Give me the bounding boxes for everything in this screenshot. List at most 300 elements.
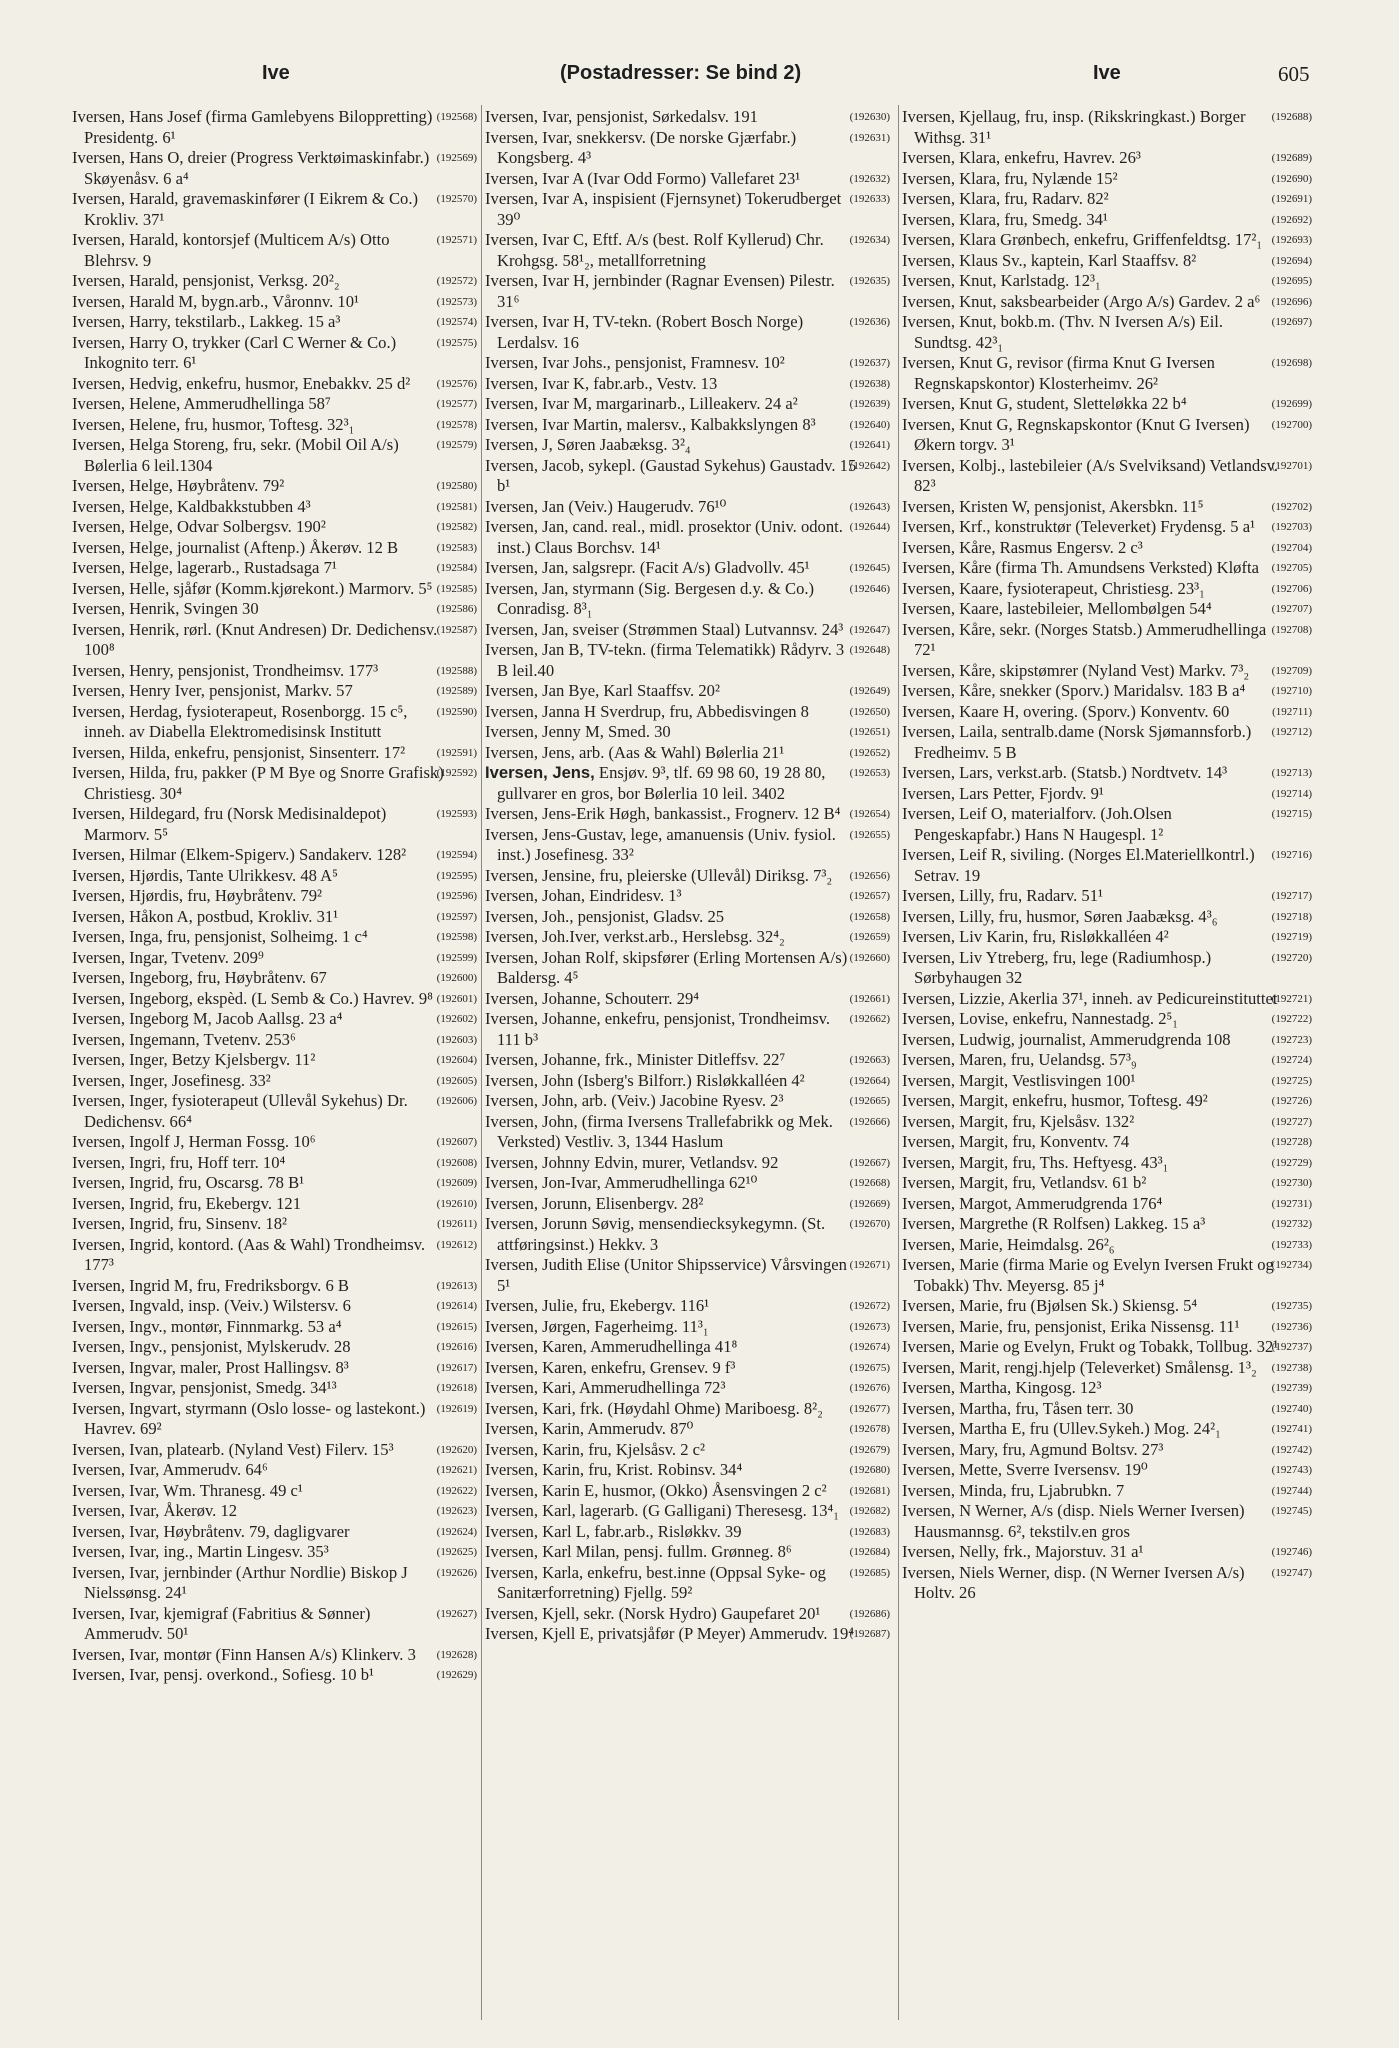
directory-entry [485, 1214, 890, 1255]
entry-number: (192623) [436, 1505, 477, 1517]
directory-entry [485, 1501, 890, 1522]
directory-entry [72, 927, 477, 948]
entry-number: (192571) [436, 234, 477, 246]
entry-number: (192706) [1271, 582, 1312, 595]
entry-number: (192629) [436, 1669, 477, 1681]
entry-text: Iversen, John (Isberg's Bilforr.) Risløkkalléen 4² [485, 1070, 805, 1090]
entry-number: (192630) [849, 111, 890, 123]
directory-entry [485, 394, 890, 415]
entry-text: Iversen, Margit, fru, Ths. Heftyesg. 43³₁ [902, 1152, 1169, 1172]
page-number: 605 [1278, 62, 1310, 86]
entry-number: (192741) [1271, 1423, 1312, 1435]
directory-entry [485, 271, 890, 312]
directory-entry [72, 394, 477, 415]
entry-text: Iversen, Ivar K, fabr.arb., Vestv. 13 [485, 373, 718, 393]
entry-number: (192724) [1271, 1054, 1312, 1066]
entry-number: (192689) [1271, 152, 1312, 164]
entry-number: (192614) [436, 1300, 477, 1312]
entry-number: (192581) [436, 500, 477, 513]
entry-number: (192691) [1271, 193, 1312, 205]
directory-entry [72, 107, 477, 148]
directory-entry [72, 845, 477, 866]
entry-number: (192616) [436, 1341, 477, 1353]
entry-number: (192609) [436, 1177, 477, 1189]
entry-number: (192592) [436, 767, 477, 779]
entry-number: (192569) [436, 152, 477, 164]
entry-number: (192644) [849, 521, 890, 533]
directory-entry [72, 148, 477, 189]
entry-text: Iversen, Karin E, husmor, (Okko) Åsensvingen 2 c² [485, 1480, 827, 1500]
entry-number: (192670) [849, 1218, 890, 1230]
entry-text: Iversen, Martha, fru, Tåsen terr. 30 [902, 1398, 1134, 1418]
directory-entry [485, 579, 890, 620]
directory-entry [902, 907, 1312, 928]
entry-number: (192727) [1271, 1115, 1312, 1128]
entry-number: (192721) [1271, 992, 1312, 1005]
directory-entry [485, 169, 890, 190]
entry-number: (192598) [436, 931, 477, 943]
directory-entry [72, 886, 477, 907]
directory-entry [485, 722, 890, 743]
entry-number: (192735) [1271, 1300, 1312, 1312]
entry-text: Iversen, Harald, gravemaskinfører (I Eikrem & Co.) Krokliv. 37¹ [72, 189, 419, 229]
directory-entry [72, 1091, 477, 1132]
entry-number: (192659) [849, 931, 890, 943]
directory-entry [902, 1235, 1312, 1256]
entry-number: (192700) [1271, 418, 1312, 431]
entry-number: (192589) [436, 685, 477, 697]
entry-number: (192701) [1271, 459, 1312, 472]
entry-text: Iversen, Ingeborg, ekspèd. (L Semb & Co.) Havrev. 9⁸ [72, 988, 433, 1008]
entry-text: Iversen, Marie, fru, pensjonist, Erika Nissensg. 11¹ [902, 1316, 1240, 1336]
entry-number: (192648) [849, 644, 890, 656]
entry-text: Iversen, Margrethe (R Rolfsen) Lakkeg. 15 a³ [902, 1214, 1206, 1233]
entry-text: Iversen, Johanne, enkefru, pensjonist, Trondheimsv. 111 b³ [485, 1009, 831, 1049]
entry-number: (192723) [1271, 1033, 1312, 1046]
entry-number: (192738) [1271, 1361, 1312, 1374]
directory-entry [485, 763, 890, 804]
entry-text: Iversen, Kari, frk. (Høydahl Ohme) Mariboesg. 8²₂ [485, 1398, 823, 1418]
directory-entry [485, 1194, 890, 1215]
directory-entry [72, 1009, 477, 1030]
directory-entry [485, 886, 890, 907]
entry-text: Iversen, Harry O, trykker (Carl C Werner & Co.) Inkognito terr. 6¹ [72, 332, 397, 372]
entry-text: Iversen, Karl L, fabr.arb., Risløkkv. 39 [485, 1521, 742, 1541]
entry-text: Iversen, Knut, Karlstadg. 12³₁ [902, 271, 1101, 290]
directory-entry [485, 1604, 890, 1625]
directory-entry [902, 661, 1312, 682]
entry-text: Iversen, Jan, sveiser (Strømmen Staal) Lutvannsv. 24³ [485, 619, 844, 639]
entry-number: (192636) [849, 316, 890, 328]
entry-number: (192666) [849, 1115, 890, 1128]
entry-number: (192736) [1271, 1320, 1312, 1333]
entry-text: Iversen, Klara, enkefru, Havrev. 26³ [902, 148, 1141, 167]
entry-text: Iversen, Karl Milan, pensj. fullm. Grønneg. 8⁶ [485, 1542, 792, 1561]
directory-entry [72, 1194, 477, 1215]
directory-entry [72, 1276, 477, 1297]
directory-entry [72, 661, 477, 682]
entry-text: Iversen, J, Søren Jaabæksg. 3²₄ [485, 435, 691, 454]
entry-text: Iversen, Kjell E, privatsjåfør (P Meyer) Ammerudv. 19⁴ [485, 1624, 855, 1643]
entry-text: Iversen, Jon-Ivar, Ammerudhellinga 62¹⁰ [485, 1173, 758, 1192]
directory-entry [72, 968, 477, 989]
entry-number: (192645) [849, 562, 890, 574]
entry-text: Iversen, Ivar, Ammerudv. 64⁶ [72, 1460, 268, 1479]
entry-text: Iversen, Liv Karin, fru, Risløkkalléen 4² [902, 927, 1169, 946]
entry-text: Iversen, Ingolf J, Herman Fossg. 10⁶ [72, 1132, 316, 1151]
directory-entry [485, 517, 890, 558]
entry-number: (192656) [849, 869, 890, 882]
entry-number: (192693) [1271, 234, 1312, 246]
entry-number: (192591) [436, 746, 477, 759]
entry-text: Iversen, Nelly, frk., Majorstuv. 31 a¹ [902, 1542, 1144, 1561]
entry-text: Iversen, Hans O, dreier (Progress Verktøimaskinfabr.) Skøyenåsv. 6 a⁴ [72, 148, 430, 188]
entry-text: Iversen, Karen, enkefru, Grensev. 9 f³ [485, 1357, 736, 1377]
entry-number: (192601) [436, 992, 477, 1005]
entry-text: Iversen, Ivan, platearb. (Nyland Vest) Filerv. 15³ [72, 1439, 394, 1459]
directory-entry [902, 538, 1312, 559]
entry-number: (192631) [849, 131, 890, 144]
entry-number: (192698) [1271, 357, 1312, 369]
directory-entry [72, 1665, 477, 1686]
directory-entry [485, 681, 890, 702]
entry-number: (192684) [849, 1546, 890, 1558]
entry-text: Iversen, Knut G, revisor (firma Knut G Iversen Regnskapskontor) Klosterheimv. 26² [902, 353, 1215, 393]
directory-entry [902, 1501, 1312, 1542]
entry-number: (192626) [436, 1566, 477, 1579]
directory-entry [72, 1337, 477, 1358]
entry-number: (192722) [1271, 1013, 1312, 1025]
entry-text: Iversen, Karin, fru, Krist. Robinsv. 34⁴ [485, 1460, 743, 1479]
entry-text: Iversen, Jens-Gustav, lege, amanuensis (Univ. fysiol. inst.) Josefinesg. 33² [485, 824, 836, 864]
directory-entry [485, 1317, 890, 1338]
entry-text: Iversen, Helge, lagerarb., Rustadsaga 7¹ [72, 558, 337, 577]
header-right-keyword: Ive [1093, 62, 1121, 84]
entry-text: Iversen, Ingrid, fru, Sinsenv. 18² [72, 1214, 287, 1233]
entry-text: Iversen, Kåre, Rasmus Engersv. 2 c³ [902, 537, 1143, 557]
entry-number: (192703) [1271, 521, 1312, 533]
directory-entry [72, 1235, 477, 1276]
entry-number: (192634) [849, 234, 890, 246]
entry-text: Iversen, Karen, Ammerudhellinga 41⁸ [485, 1337, 738, 1356]
directory-entry [485, 1378, 890, 1399]
entry-text: Iversen, Ingemann, Tvetenv. 253⁶ [72, 1029, 296, 1049]
directory-entry [485, 415, 890, 436]
entry-number: (192570) [436, 193, 477, 205]
entry-number: (192602) [436, 1013, 477, 1025]
entry-number: (192681) [849, 1484, 890, 1497]
entry-number: (192714) [1271, 787, 1312, 800]
entry-number: (192593) [436, 808, 477, 820]
entry-number: (192642) [849, 459, 890, 472]
directory-entry [902, 1214, 1312, 1235]
entry-number: (192619) [436, 1402, 477, 1415]
entry-number: (192588) [436, 664, 477, 677]
directory-entry [485, 948, 890, 989]
entry-number: (192615) [436, 1320, 477, 1333]
directory-entry [902, 230, 1312, 251]
entry-number: (192677) [849, 1402, 890, 1415]
entry-text: Iversen, Hjørdis, fru, Høybråtenv. 79² [72, 886, 322, 905]
directory-entry [902, 763, 1312, 784]
entry-text: Iversen, Knut G, Regnskapskontor (Knut G Iversen) Økern torgv. 3¹ [902, 414, 1250, 454]
entry-text: Iversen, Kaare H, overing. (Sporv.) Konventv. 60 [902, 701, 1230, 721]
entry-number: (192662) [849, 1013, 890, 1025]
entry-text: Iversen, Henry Iver, pensjonist, Markv. 57 [72, 681, 353, 700]
entry-number: (192654) [849, 808, 890, 820]
directory-entry [902, 148, 1312, 169]
directory-entry [902, 1071, 1312, 1092]
entry-number: (192673) [849, 1320, 890, 1333]
entry-text: Iversen, Jan (Veiv.) Haugerudv. 76¹⁰ [485, 496, 727, 516]
entry-text: Iversen, Inger, Josefinesg. 33² [72, 1070, 271, 1090]
entry-text: Iversen, Lars, verkst.arb. (Statsb.) Nordtvetv. 14³ [902, 763, 1228, 782]
entry-text: Iversen, Maren, fru, Uelandsg. 57³₉ [902, 1050, 1137, 1069]
entry-text: Iversen, Kjellaug, fru, insp. (Rikskringkast.) Borger Withsg. 31¹ [902, 107, 1246, 147]
entry-text: Iversen, Inger, Betzy Kjelsbergv. 11² [72, 1050, 316, 1069]
directory-entry [485, 1255, 890, 1296]
entry-text: Iversen, Hilmar (Elkem-Spigerv.) Sandakerv. 128² [72, 845, 407, 864]
entry-text: Iversen, Ingvald, insp. (Veiv.) Wilstersv. 6 [72, 1296, 351, 1315]
entry-text: Iversen, Jenny M, Smed. 30 [485, 722, 671, 741]
entry-number: (192651) [849, 726, 890, 738]
entry-text: Iversen, Lilly, fru, Radarv. 51¹ [902, 886, 1103, 905]
entry-number: (192676) [849, 1382, 890, 1394]
entry-number: (192745) [1271, 1505, 1312, 1517]
directory-entry [902, 1378, 1312, 1399]
entry-text: Iversen, Helene, Ammerudhellinga 58⁷ [72, 394, 331, 413]
directory-entry [902, 1440, 1312, 1461]
entry-number: (192675) [849, 1361, 890, 1374]
entry-text: Iversen, Martha, Kingosg. 12³ [902, 1378, 1102, 1397]
entry-number: (192694) [1271, 254, 1312, 267]
entry-number: (192579) [436, 439, 477, 451]
entry-text: Iversen, Kåre, sekr. (Norges Statsb.) Ammerudhellinga 72¹ [902, 619, 1267, 659]
entry-text: Iversen, Knut, saksbearbeider (Argo A/s) Gardev. 2 a⁶ [902, 291, 1261, 311]
directory-entry [72, 579, 477, 600]
entry-text: Iversen, Henry, pensjonist, Trondheimsv. 177³ [72, 660, 379, 680]
entry-number: (192605) [436, 1074, 477, 1087]
directory-entry [72, 1440, 477, 1461]
directory-entry [72, 907, 477, 928]
directory-entry [902, 845, 1312, 886]
directory-entry [902, 722, 1312, 763]
entry-text: Iversen, Ivar H, TV-tekn. (Robert Bosch Norge) Lerdalsv. 16 [485, 312, 804, 352]
entry-number: (192713) [1271, 767, 1312, 779]
directory-entry [902, 189, 1312, 210]
entry-number: (192746) [1271, 1546, 1312, 1558]
entry-number: (192678) [849, 1423, 890, 1435]
entry-number: (192697) [1271, 316, 1312, 328]
entry-text: Iversen, Ingrid M, fru, Fredriksborgv. 6 B [72, 1275, 349, 1295]
entry-text: Iversen, Martha E, fru (Ullev.Sykeh.) Mog. 24²₁ [902, 1419, 1221, 1438]
entry-number: (192695) [1271, 275, 1312, 287]
entry-number: (192640) [849, 418, 890, 431]
entry-text: Iversen, Margit, fru, Konventv. 74 [902, 1132, 1130, 1151]
directory-entry [72, 948, 477, 969]
entry-text: Iversen, Ivar, kjemigraf (Fabritius & Sønner) Ammerudv. 50¹ [72, 1603, 371, 1643]
entry-number: (192720) [1271, 951, 1312, 964]
directory-entry [902, 271, 1312, 292]
entry-text: Iversen, Ivar M, margarinarb., Lilleakerv. 24 a² [485, 394, 798, 413]
entry-number: (192679) [849, 1443, 890, 1456]
directory-entry [72, 292, 477, 313]
directory-entry [72, 312, 477, 333]
entry-number: (192709) [1271, 664, 1312, 677]
entry-number: (192682) [849, 1505, 890, 1517]
entry-number: (192664) [849, 1074, 890, 1087]
directory-entry [485, 1296, 890, 1317]
directory-entry [72, 558, 477, 579]
entry-text: Iversen, Ingar, Tvetenv. 209⁹ [72, 947, 264, 967]
entry-text: Iversen, Ingvar, pensjonist, Smedg. 34¹³ [72, 1378, 337, 1397]
directory-entry [485, 456, 890, 497]
entry-number: (192743) [1271, 1464, 1312, 1476]
entry-text: Iversen, Marie og Evelyn, Frukt og Tobakk, Tollbug. 32¹ [902, 1337, 1279, 1356]
entry-text: Iversen, Helge, Odvar Solbergsv. 190² [72, 517, 326, 536]
directory-entry [485, 804, 890, 825]
column-divider-1 [481, 105, 482, 2020]
entry-text: Iversen, Marit, rengj.hjelp (Televerket) Smålensg. 1³₂ [902, 1357, 1257, 1377]
entry-number: (192587) [436, 623, 477, 636]
entry-text: Iversen, Ivar, Wm. Thranesg. 49 c¹ [72, 1480, 303, 1500]
directory-entry [485, 1624, 890, 1645]
page-header [0, 62, 1399, 92]
entry-number: (192708) [1271, 623, 1312, 636]
entry-number: (192600) [436, 972, 477, 984]
entry-number: (192672) [849, 1300, 890, 1312]
directory-entry [902, 251, 1312, 272]
entry-text: Iversen, Herdag, fysioterapeut, Rosenborgg. 15 c⁵, inneh. av Diabella Elektromedisinsk Institutt [72, 701, 408, 741]
column-2 [485, 107, 890, 2037]
entry-number: (192702) [1271, 500, 1312, 513]
entry-number: (192728) [1271, 1136, 1312, 1148]
entry-text: Iversen, Ingrid, fru, Ekebergv. 121 [72, 1193, 302, 1213]
entry-text: Iversen, Ivar, snekkersv. (De norske Gjærfabr.) Kongsberg. 4³ [485, 127, 797, 167]
directory-entry [72, 1522, 477, 1543]
directory-entry [485, 1522, 890, 1543]
directory-entry [72, 1460, 477, 1481]
entry-number: (192742) [1271, 1443, 1312, 1456]
directory-entry [72, 1481, 477, 1502]
entry-number: (192652) [849, 746, 890, 759]
entry-number: (192740) [1271, 1402, 1312, 1415]
entry-number: (192653) [849, 767, 890, 779]
entry-text: Iversen, Kaare, fysioterapeut, Christiesg. 23³₁ [902, 578, 1205, 598]
directory-entry [902, 210, 1312, 231]
entry-number: (192617) [436, 1361, 477, 1374]
entry-text: Iversen, Margit, fru, Vetlandsv. 61 b² [902, 1173, 1147, 1192]
directory-entry [72, 374, 477, 395]
entry-text: Iversen, Hildegard, fru (Norsk Medisinaldepot) Marmorv. 5⁵ [72, 804, 387, 844]
directory-entry [902, 107, 1312, 148]
entry-number: (192577) [436, 398, 477, 410]
directory-entry [485, 1337, 890, 1358]
entry-text: Iversen, Kaare, lastebileier, Mellombølgen 54⁴ [902, 599, 1212, 618]
directory-entry [902, 169, 1312, 190]
entry-number: (192699) [1271, 398, 1312, 410]
directory-entry [485, 825, 890, 866]
directory-entry [72, 497, 477, 518]
entry-number: (192733) [1271, 1238, 1312, 1251]
directory-entry [72, 763, 477, 804]
directory-entry [485, 374, 890, 395]
entry-number: (192646) [849, 582, 890, 595]
entry-number: (192597) [436, 910, 477, 923]
directory-entry [902, 497, 1312, 518]
entry-text: Iversen, Ivar, montør (Finn Hansen A/s) Klinkerv. 3 [72, 1644, 416, 1664]
entry-number: (192608) [436, 1156, 477, 1169]
entry-text: Iversen, Ludwig, journalist, Ammerudgrenda 108 [902, 1029, 1231, 1049]
directory-entry [902, 1173, 1312, 1194]
entry-text: Iversen, Ivar A, inspisient (Fjernsynet) Tokerudberget 39⁰ [485, 189, 842, 229]
directory-entry [485, 1358, 890, 1379]
entry-text: Iversen, Margit, enkefru, husmor, Toftesg. 49² [902, 1091, 1208, 1110]
entry-text: Iversen, Liv Ytreberg, fru, lege (Radiumhosp.) Sørbyhaugen 32 [902, 947, 1212, 987]
directory-entry [72, 333, 477, 374]
entry-text: Iversen, Johanne, Schouterr. 29⁴ [485, 988, 700, 1008]
entry-text: Iversen, Jorunn Søvig, mensendiecksykegymn. (St. attføringsinst.) Hekkv. 3 [485, 1214, 826, 1254]
entry-text: Iversen, Hilda, enkefru, pensjonist, Sinsenterr. 17² [72, 742, 406, 762]
entry-text: Iversen, Kari, Ammerudhellinga 72³ [485, 1378, 726, 1397]
entry-number: (192732) [1271, 1218, 1312, 1230]
entry-number: (192637) [849, 357, 890, 369]
directory-entry [902, 1132, 1312, 1153]
column-divider-2 [898, 105, 899, 2020]
entry-text: Iversen, Johan, Eindridesv. 1³ [485, 886, 682, 905]
entry-text: Iversen, Hjørdis, Tante Ulrikkesv. 48 A⁵ [72, 865, 338, 885]
entry-text: Iversen, Mette, Sverre Iversensv. 19⁰ [902, 1460, 1148, 1479]
entry-text: Iversen, Lars Petter, Fjordv. 9¹ [902, 783, 1104, 803]
entry-text: Iversen, Hilda, fru, pakker (P M Bye og Snorre Grafisk) Christiesg. 30⁴ [72, 763, 444, 803]
entry-number: (192573) [436, 295, 477, 308]
directory-entry [72, 681, 477, 702]
entry-number: (192633) [849, 193, 890, 205]
directory-entry [902, 312, 1312, 353]
entry-number: (192668) [849, 1177, 890, 1189]
entry-number: (192683) [849, 1525, 890, 1538]
entry-text: Iversen, N Werner, A/s (disp. Niels Werner Iversen) Hausmannsg. 6², tekstilv.en gros [902, 1501, 1245, 1541]
directory-entry [72, 435, 477, 476]
entry-text: Iversen, Jens-Erik Høgh, bankassist., Frognerv. 12 B⁴ [485, 804, 841, 823]
entry-number: (192574) [436, 316, 477, 328]
entry-number: (192628) [436, 1648, 477, 1661]
directory-entry [72, 1542, 477, 1563]
entry-text: Iversen, Karla, enkefru, best.inne (Oppsal Syke- og Sanitærforretning) Fjellg. 59² [485, 1562, 826, 1602]
entry-number: (192596) [436, 890, 477, 902]
entry-text: Ensjøv. 9³, tlf. 69 98 60, 19 28 80, gullvarer en gros, bor Bølerlia 10 leil. 3402 [497, 763, 826, 803]
entry-number: (192729) [1271, 1156, 1312, 1169]
directory-entry [902, 681, 1312, 702]
entry-number: (192692) [1271, 213, 1312, 226]
entry-text: Iversen, Joh., pensjonist, Gladsv. 25 [485, 906, 725, 926]
entry-text: Iversen, John, arb. (Veiv.) Jacobine Ryesv. 2³ [485, 1091, 784, 1110]
directory-entry [902, 1030, 1312, 1051]
directory-entry [902, 1460, 1312, 1481]
directory-entry [485, 497, 890, 518]
entry-number: (192622) [436, 1484, 477, 1497]
directory-entry [485, 989, 890, 1010]
directory-entry [485, 1542, 890, 1563]
directory-entry [902, 1481, 1312, 1502]
entry-number: (192712) [1271, 726, 1312, 738]
entry-text: Iversen, Inger, fysioterapeut (Ullevål Sykehus) Dr. Dedichensv. 66⁴ [72, 1091, 408, 1131]
entry-number: (192632) [849, 172, 890, 185]
entry-text: Iversen, Ingvar, maler, Prost Hallingsv. 8³ [72, 1357, 349, 1377]
entry-number: (192568) [436, 111, 477, 123]
entry-text: Iversen, Helga Storeng, fru, sekr. (Mobil Oil A/s) Bølerlia 6 leil.1304 [72, 435, 399, 475]
entry-text: Iversen, Krf., konstruktør (Televerket) Frydensg. 5 a¹ [902, 517, 1256, 536]
